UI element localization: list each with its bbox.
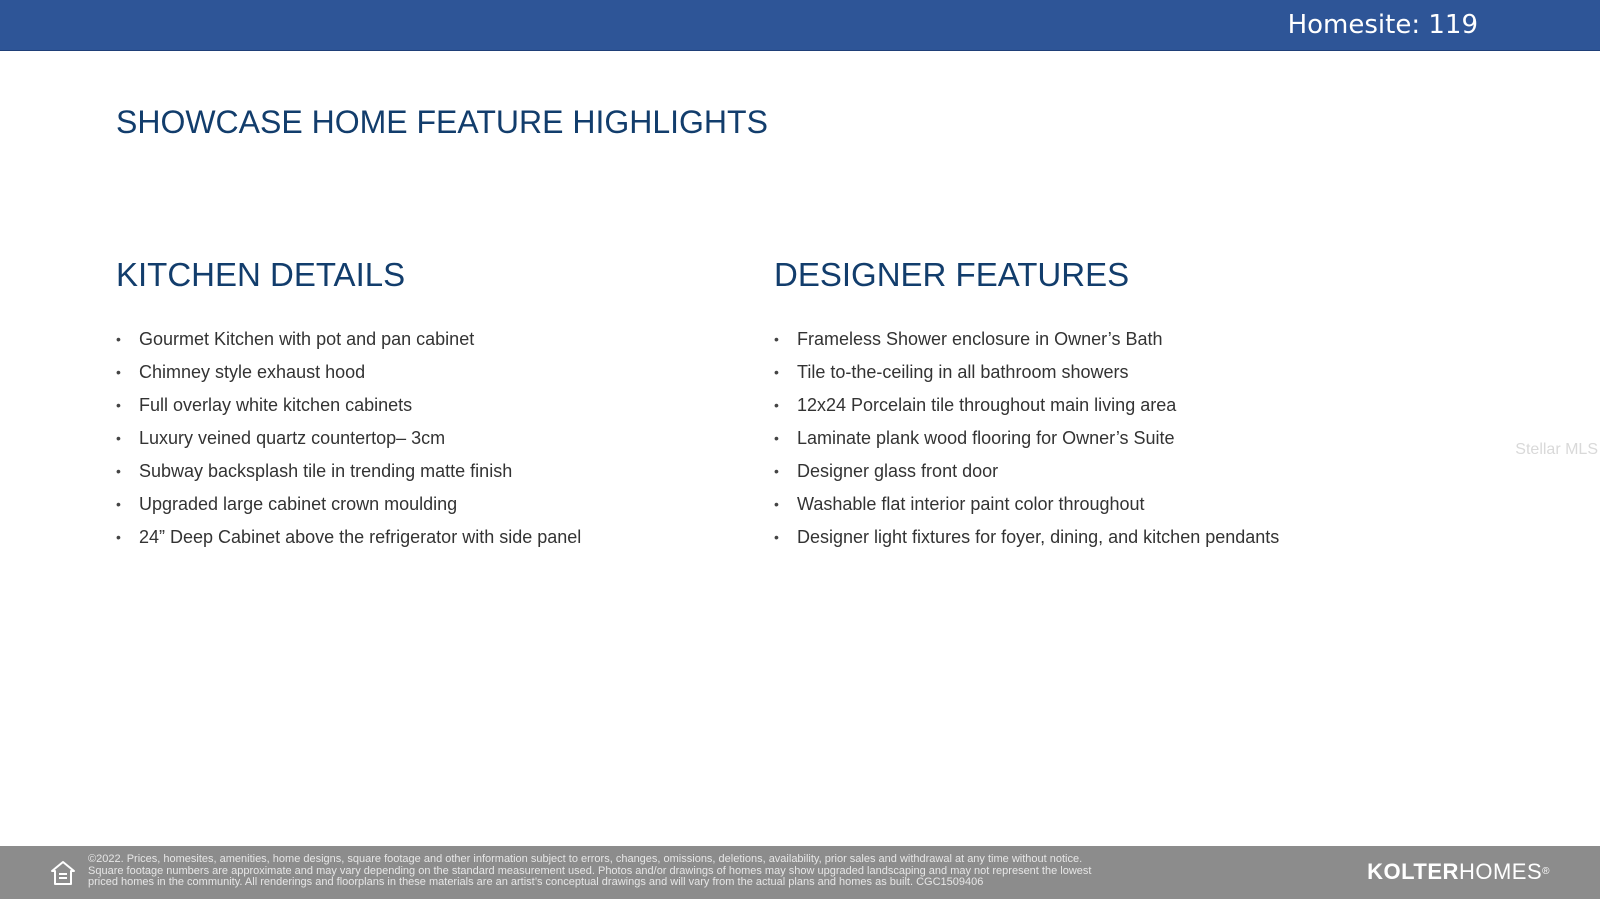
disclaimer-line: ©2022. Prices, homesites, amenities, home designs, square footage and other information subject to errors, changes, omissions, deletions, availability, prior sales and withdrawal at any time without notice. xyxy=(88,854,1083,865)
list-item: • Chimney style exhaust hood xyxy=(116,356,581,389)
logo-regular-text: HOMES xyxy=(1458,859,1543,884)
list-item: • Washable flat interior paint color throughout xyxy=(774,488,1279,521)
disclaimer-line: Square footage numbers are approximate and may vary depending on the standard measurement used. Photos and/or drawings of homes may show upgraded landscaping and may not represent the lowest xyxy=(88,865,1092,877)
list-item: • Gourmet Kitchen with pot and pan cabinet xyxy=(116,323,581,356)
designer-feature-list xyxy=(774,323,1279,554)
kitchen-details-section xyxy=(116,253,736,547)
page-title: SHOWCASE HOME FEATURE HIGHLIGHTS xyxy=(116,104,768,140)
list-item: • 24” Deep Cabinet above the refrigerator with side panel xyxy=(116,521,581,554)
list-item: • Tile to-the-ceiling in all bathroom showers xyxy=(774,356,1279,389)
equal-housing-icon xyxy=(50,860,76,886)
watermark: Stellar MLS xyxy=(1515,441,1598,458)
top-banner xyxy=(0,0,1600,51)
footer-bar xyxy=(0,846,1600,899)
kitchen-details-heading: KITCHEN DETAILS xyxy=(116,256,406,293)
logo-bold-text: KOLTER xyxy=(1367,859,1459,884)
designer-features-section xyxy=(774,253,1494,547)
designer-features-heading: DESIGNER FEATURES xyxy=(774,256,1130,293)
list-item: • Designer glass front door xyxy=(774,455,1279,488)
list-item: • Designer light fixtures for foyer, dining, and kitchen pendants xyxy=(774,521,1279,554)
kitchen-feature-list xyxy=(116,323,581,554)
list-item: • Subway backsplash tile in trending matte finish xyxy=(116,455,581,488)
kolter-homes-logo xyxy=(1367,858,1550,886)
list-item: • 12x24 Porcelain tile throughout main living area xyxy=(774,389,1279,422)
legal-disclaimer xyxy=(88,854,1368,889)
list-item: • Full overlay white kitchen cabinets xyxy=(116,389,581,422)
list-item: • Upgraded large cabinet crown moulding xyxy=(116,488,581,521)
homesite-label: Homesite: 119 xyxy=(1287,10,1478,40)
registered-mark: ® xyxy=(1542,866,1550,877)
list-item: • Luxury veined quartz countertop– 3cm xyxy=(116,422,581,455)
list-item: • Frameless Shower enclosure in Owner’s Bath xyxy=(774,323,1279,356)
disclaimer-line: priced homes in the community. All renderings and floorplans in these materials are an artist’s conceptual drawings and will vary from the actual plans and homes as built. CGC1509406 xyxy=(88,877,984,888)
list-item: • Laminate plank wood flooring for Owner’s Suite xyxy=(774,422,1279,455)
